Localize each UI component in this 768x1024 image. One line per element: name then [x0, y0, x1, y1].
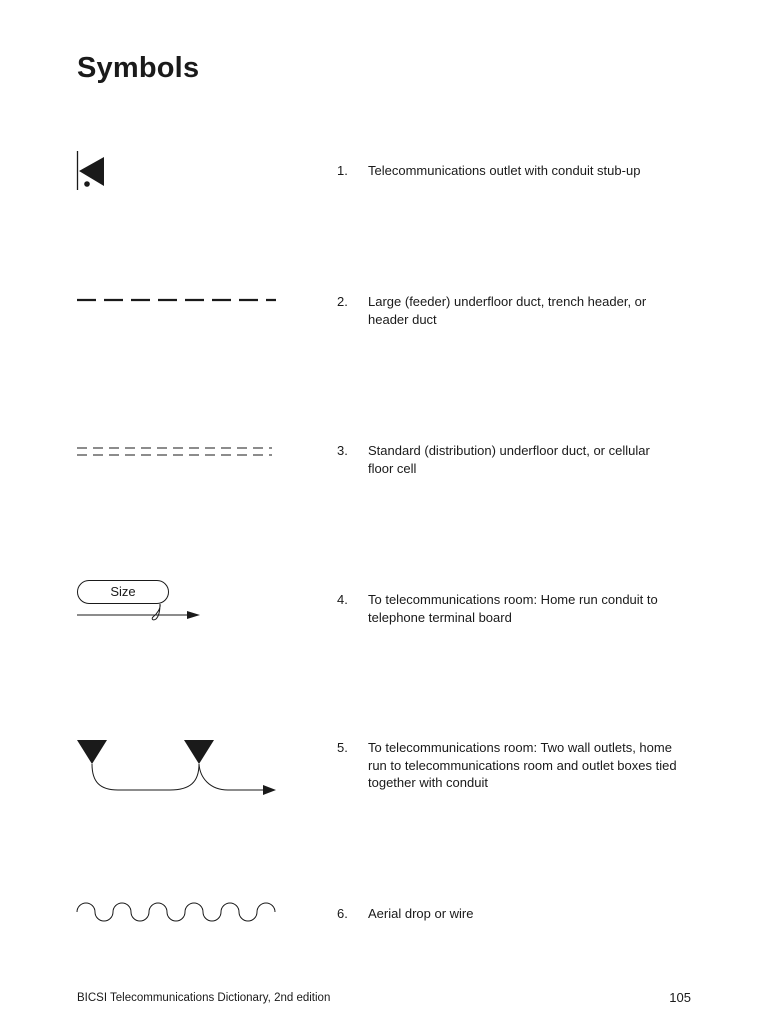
item-number: 1. — [337, 163, 348, 178]
item-number: 4. — [337, 592, 348, 607]
conduit-size-label: Size — [110, 584, 136, 599]
page-number: 105 — [669, 990, 691, 1005]
item-description: To telecommunications room: Two wall outlets, home run to telecommunications room and outlet boxes tied together with conduit — [368, 740, 677, 790]
item-number: 2. — [337, 294, 348, 309]
item-description: Telecommunications outlet with conduit stub-up — [368, 163, 641, 178]
page-title: Symbols — [77, 52, 200, 84]
footer-source: BICSI Telecommunications Dictionary, 2nd edition — [77, 992, 331, 1004]
item-description: Standard (distribution) underfloor duct, or cellular floor cell — [368, 443, 650, 476]
item-number: 5. — [337, 740, 348, 755]
item-number: 3. — [337, 443, 348, 458]
item-description: To telecommunications room: Home run conduit to telephone terminal board — [368, 592, 658, 625]
item-number: 6. — [337, 906, 348, 921]
item-description: Aerial drop or wire — [368, 906, 474, 921]
item-description: Large (feeder) underfloor duct, trench header, or header duct — [368, 294, 647, 327]
